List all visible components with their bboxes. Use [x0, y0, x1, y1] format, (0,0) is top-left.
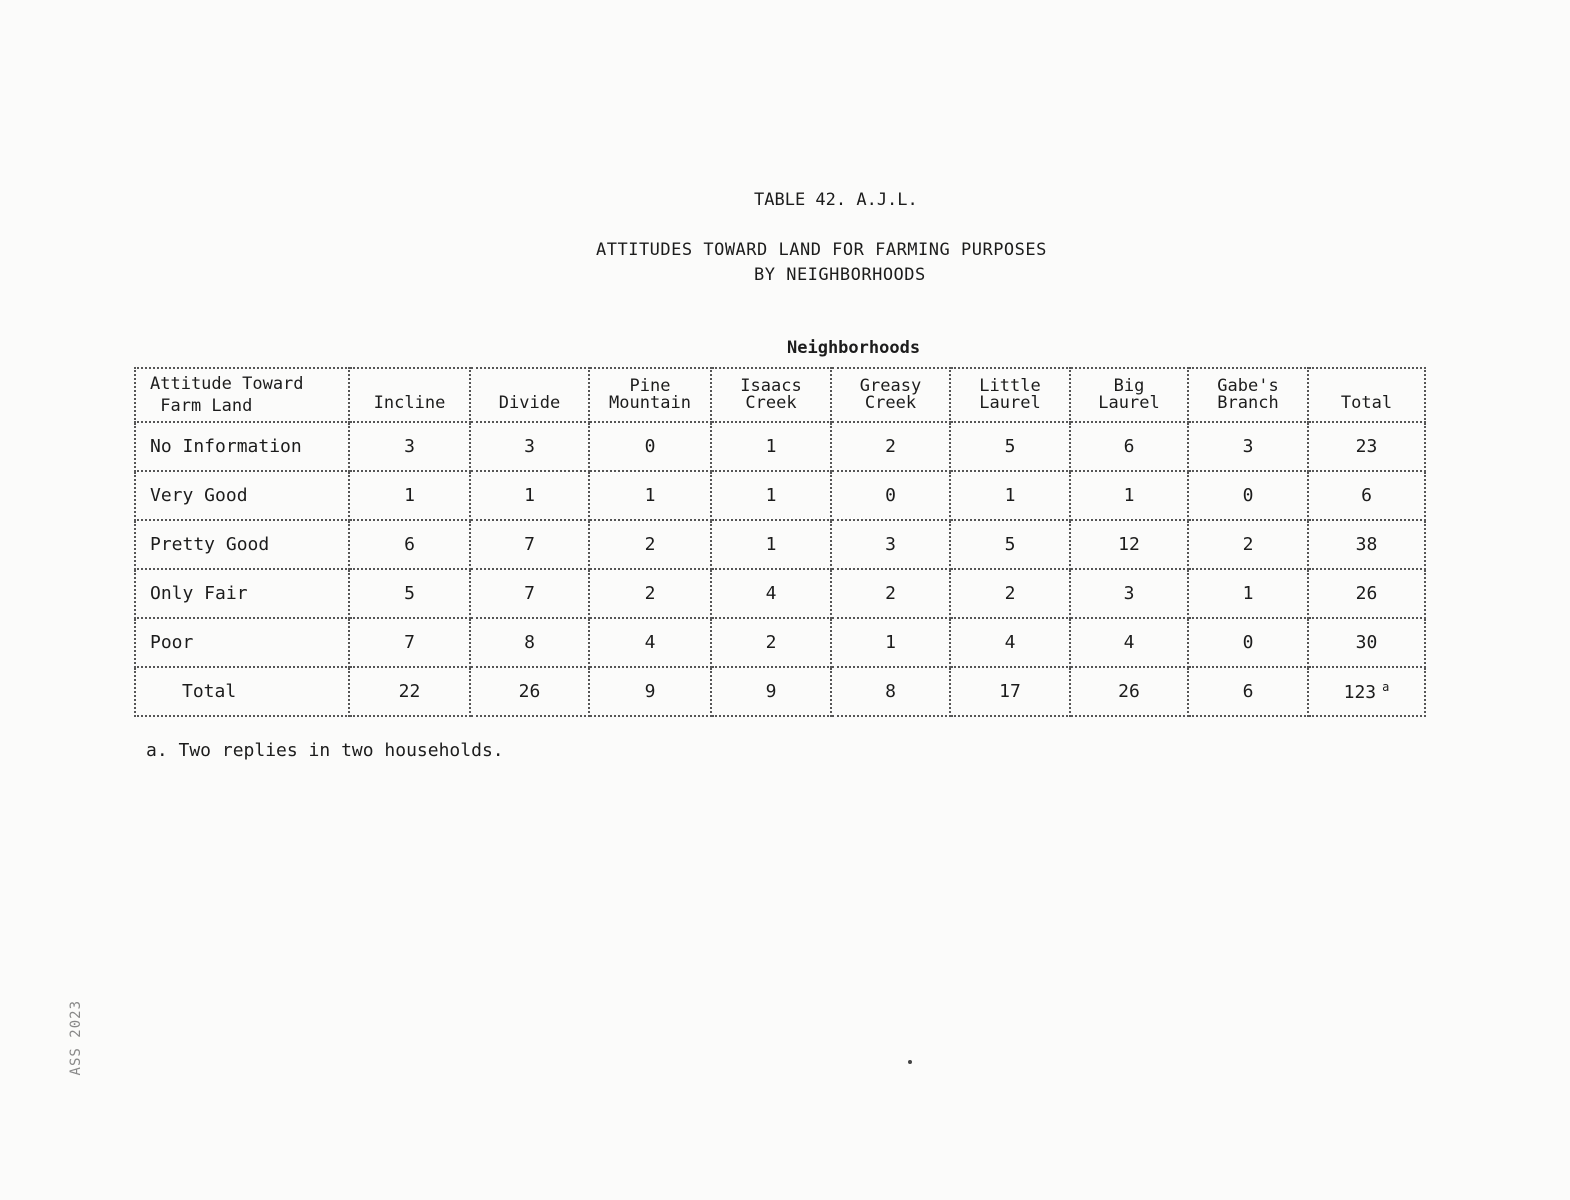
table-cell: 1: [1188, 569, 1308, 618]
table-cell: 1: [711, 520, 831, 569]
header-isaacs-line-2: Creek: [745, 393, 797, 413]
header-attitude-line-1: Attitude Toward: [150, 374, 304, 394]
table-cell: 4: [950, 618, 1070, 667]
row-label: Poor: [135, 618, 349, 667]
table-cell: 6: [1070, 422, 1188, 471]
table-row: [135, 520, 1425, 569]
header-gabes-branch: [1188, 368, 1308, 422]
row-label: No Information: [135, 422, 349, 471]
header-isaacs-line-1: Isaacs: [740, 376, 802, 396]
table-cell: 0: [1188, 618, 1308, 667]
table-label: TABLE 42. A.J.L.: [754, 190, 918, 210]
table-cell: 2: [589, 520, 711, 569]
header-big-line-1: Big: [1113, 376, 1145, 396]
footnote: a. Two replies in two households.: [146, 740, 504, 761]
header-incline-label: Incline: [373, 393, 446, 413]
header-little-line-2: Laurel: [979, 393, 1041, 413]
header-divide-label: Divide: [498, 393, 561, 413]
table-cell: 3: [831, 520, 950, 569]
table-cell: 4: [711, 569, 831, 618]
table-cell: 7: [349, 618, 470, 667]
table-row: [135, 618, 1425, 667]
table-cell: 6: [1188, 667, 1308, 716]
total-row: [135, 667, 1425, 716]
table-cell: 3: [1188, 422, 1308, 471]
row-label: Pretty Good: [135, 520, 349, 569]
header-attitude: [135, 368, 349, 422]
table-cell: 2: [831, 422, 950, 471]
table-cell: 30: [1308, 618, 1425, 667]
header-pine-mountain: [589, 368, 711, 422]
header-gabes-line-1: Gabe's: [1217, 376, 1279, 396]
table-cell: 5: [950, 520, 1070, 569]
table-cell: 9: [711, 667, 831, 716]
table-row: [135, 471, 1425, 520]
table-cell: 4: [1070, 618, 1188, 667]
footnote-mark: a: [1382, 680, 1390, 694]
table-cell: 3: [470, 422, 589, 471]
table-cell: 2: [711, 618, 831, 667]
table-cell: 1: [589, 471, 711, 520]
header-incline: [349, 368, 470, 422]
header-gabes-line-2: Branch: [1217, 393, 1279, 413]
table-cell: 8: [470, 618, 589, 667]
table-cell: 0: [589, 422, 711, 471]
table-cell: 5: [950, 422, 1070, 471]
table-cell: 5: [349, 569, 470, 618]
table-cell: 4: [589, 618, 711, 667]
header-little-laurel: [950, 368, 1070, 422]
table-cell: 38: [1308, 520, 1425, 569]
archive-stamp: ASS 2023: [68, 1000, 84, 1076]
table-title-line-1: ATTITUDES TOWARD LAND FOR FARMING PURPOSES: [596, 240, 1047, 260]
header-row: [135, 368, 1425, 422]
row-label: Total: [135, 667, 349, 716]
header-pine-line-2: Mountain: [609, 393, 691, 413]
table-cell: 6: [1308, 471, 1425, 520]
table-cell: 8: [831, 667, 950, 716]
table-cell: 1: [349, 471, 470, 520]
header-greasy-creek: [831, 368, 950, 422]
table-cell: 2: [1188, 520, 1308, 569]
header-big-laurel: [1070, 368, 1188, 422]
table-cell: 22: [349, 667, 470, 716]
table-cell: 12: [1070, 520, 1188, 569]
table-row: [135, 422, 1425, 471]
table-cell: 26: [470, 667, 589, 716]
header-total-label: Total: [1340, 393, 1393, 413]
table-cell: 1: [711, 422, 831, 471]
table-cell: 26: [1070, 667, 1188, 716]
table-cell: 1: [831, 618, 950, 667]
table-cell: 7: [470, 569, 589, 618]
table-cell: 0: [1188, 471, 1308, 520]
header-attitude-line-2: Farm Land: [160, 396, 253, 416]
attitudes-table: [134, 367, 1426, 717]
header-greasy-line-1: Greasy: [859, 376, 922, 396]
grand-total-value: 123: [1343, 682, 1377, 703]
table-cell: 1: [711, 471, 831, 520]
header-divide: [470, 368, 589, 422]
header-little-line-1: Little: [979, 376, 1041, 396]
table-cell: 7: [470, 520, 589, 569]
table-cell: 17: [950, 667, 1070, 716]
header-isaacs-creek: [711, 368, 831, 422]
grand-total-cell: [1308, 667, 1425, 716]
table-cell: 6: [349, 520, 470, 569]
table-cell: 3: [1070, 569, 1188, 618]
header-total: [1308, 368, 1425, 422]
table-cell: 1: [470, 471, 589, 520]
table-cell: 26: [1308, 569, 1425, 618]
header-greasy-line-2: Creek: [864, 393, 917, 413]
table-cell: 9: [589, 667, 711, 716]
header-pine-line-1: Pine: [629, 376, 671, 396]
column-group-heading: Neighborhoods: [787, 338, 921, 358]
table-row: [135, 569, 1425, 618]
table-cell: 1: [950, 471, 1070, 520]
table-cell: 2: [831, 569, 950, 618]
row-label: Only Fair: [135, 569, 349, 618]
table-cell: 0: [831, 471, 950, 520]
table-cell: 23: [1308, 422, 1425, 471]
row-label: Very Good: [135, 471, 349, 520]
table-cell: 2: [589, 569, 711, 618]
speck: [908, 1060, 912, 1064]
header-big-line-2: Laurel: [1098, 393, 1160, 413]
table-cell: 3: [349, 422, 470, 471]
table-title-line-2: BY NEIGHBORHOODS: [754, 265, 926, 285]
table-cell: 2: [950, 569, 1070, 618]
table-cell: 1: [1070, 471, 1188, 520]
